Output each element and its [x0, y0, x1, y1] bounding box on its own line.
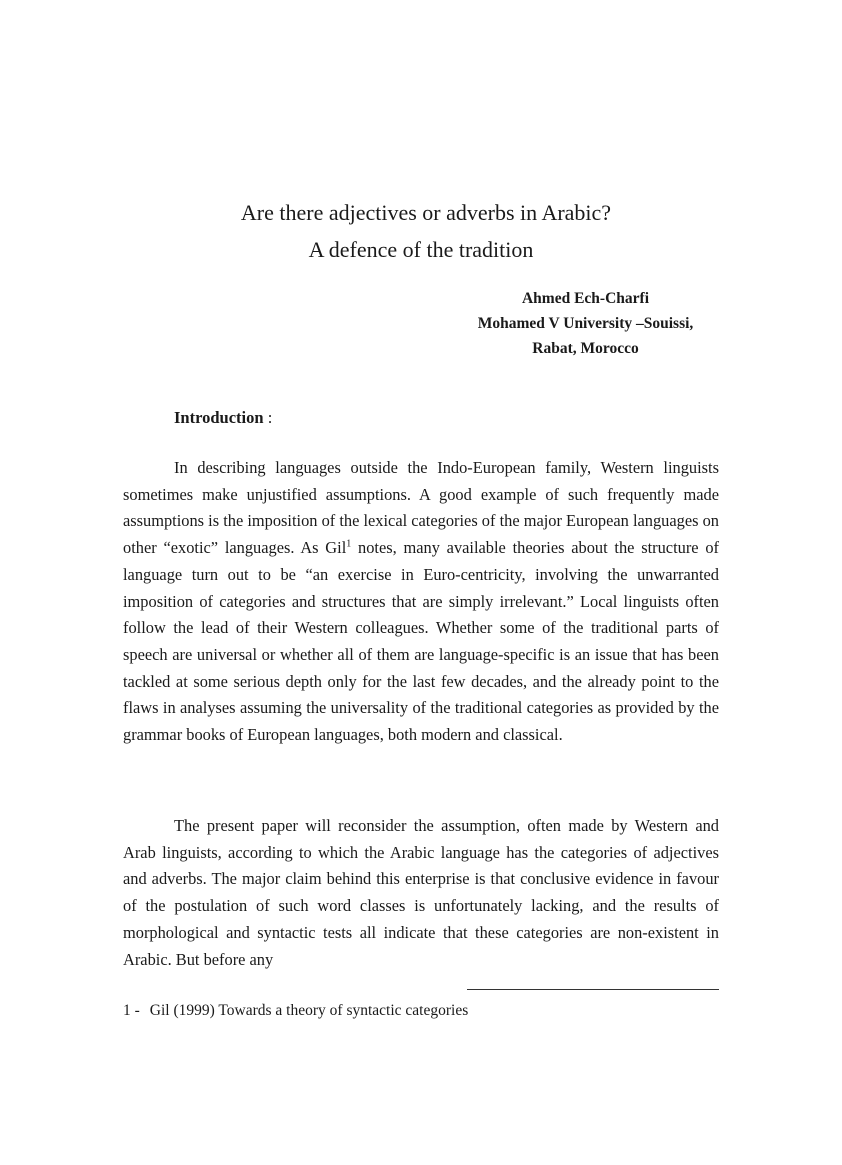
footnote-number: 1 -	[123, 1002, 140, 1019]
footnote-1	[123, 1000, 468, 1022]
paragraph-1	[123, 455, 719, 749]
footnote-text: Gil (1999) Towards a theory of syntactic categories	[149, 1002, 469, 1019]
paragraph-2: The present paper will reconsider the assumption, often made by Western and Arab linguists, according to which the Arabic language has the categories of adjectives and adverbs. The major claim behind this enterprise is that conclusive evidence in favour of the postulation of such word classes is unfortunately lacking, and the results of morphological and syntactic tests all indicate that these categories are non-existent in Arabic. But before any	[123, 816, 719, 969]
section-heading	[174, 406, 272, 430]
author-name: Ahmed Ech-Charfi	[521, 290, 649, 307]
paragraph-1-part-a: In describing languages outside the Indo-European family, Western linguists sometimes make unjustified assumptions. A good example of such frequently made assumptions is the imposition of the lexical categories of the major European languages on other “exotic” languages. As Gil	[123, 458, 719, 558]
section-heading-suffix: :	[263, 408, 273, 427]
author-location: Rabat, Morocco	[532, 340, 639, 357]
paragraph-1-part-b: notes, many available theories about the structure of language turn out to be “an exercise in Euro-centricity, involving the unwarranted imposition of categories and structures that are simply irrelevant.” Local linguists often follow the lead of their Western colleagues. Whether some of the traditional parts of speech are universal or whether all of them are language-specific is an issue that has been tackled at some serious depth only for the last few decades, and the already point to the flaws in analyses assuming the universality of the traditional categories as provided by the grammar books of European languages, both modern and classical.	[123, 538, 719, 745]
author-institution: Mohamed V University –Souissi,	[477, 315, 694, 332]
footnote-ref-1[interactable]: 1	[346, 538, 352, 550]
section-heading-label: Introduction	[174, 408, 264, 427]
paper-title-line-2: A defence of the tradition	[308, 237, 534, 262]
footnote-divider	[467, 989, 719, 990]
paper-title-line-1: Are there adjectives or adverbs in Arabic?	[240, 200, 612, 225]
